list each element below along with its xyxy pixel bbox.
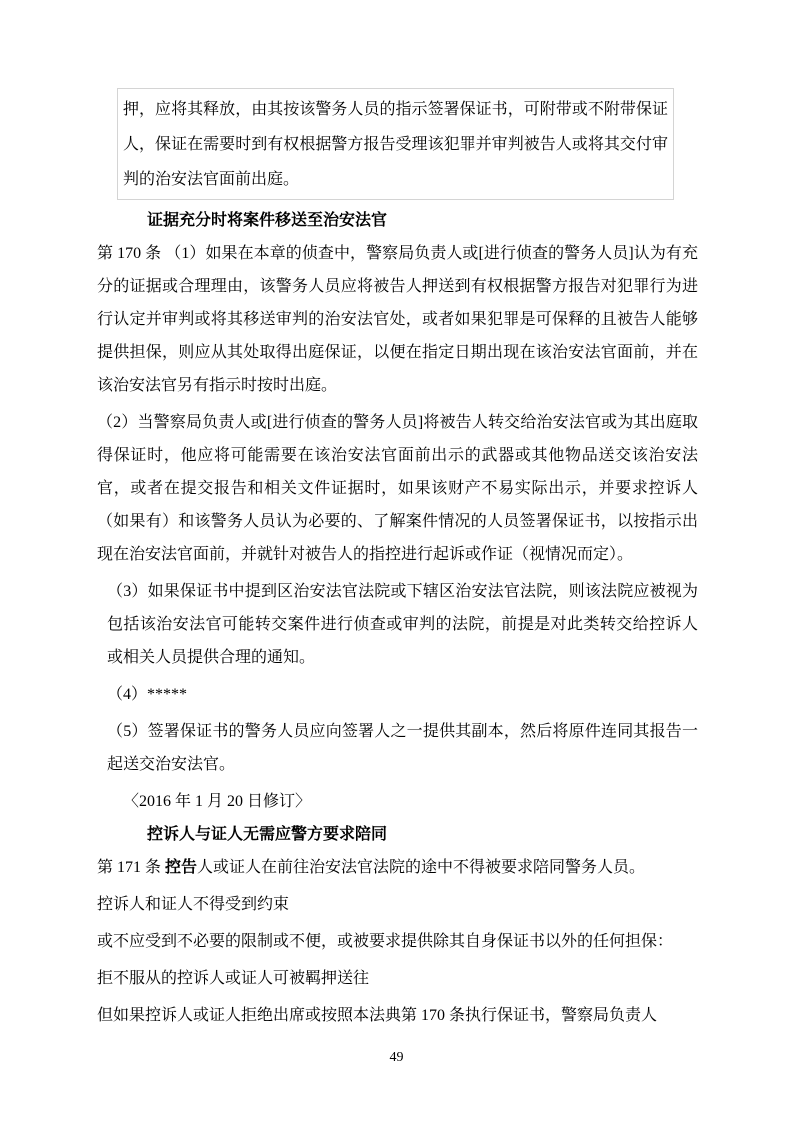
section-170-paragraph-4: （4）***** (107, 686, 188, 703)
article-171-line-rest: 人或证人在前往治安法官法院的途中不得被要求陪同警务人员。 (197, 859, 646, 876)
section-171-heading: 控诉人与证人无需应警方要求陪同 (147, 826, 388, 843)
section-171-line-1 (97, 851, 698, 884)
section-171-line-2: 控诉人和证人不得受到约束 (97, 896, 290, 913)
section-170-paragraph-3: （3）如果保证书中提到区治安法官法院或下辖区治安法官法院，则该法院应被视为包括该治安法官可能转交案件进行侦查或审判的法院，前提是对此类转交给控诉人或相关人员提供合理的通知。 (107, 583, 698, 666)
carryover-paragraph-textbox: 押，应将其释放，由其按该警务人员的指示签署保证书，可附带或不附带保证人，保证在需要时到有权根据警方报告受理该犯罪并审判被告人或将其交付审判的治安法官面前出庭。 (117, 88, 674, 200)
section-170-paragraph-1: 第 170 条 （1）如果在本章的侦查中，警察局负责人或[进行侦查的警务人员]认为有充分的证据或合理理由，该警务人员应将被告人押送到有权根据警方报告对犯罪行为进行认定并审判或将其移送审判的治安法官处，或者如果犯罪是可保释的且被告人能够提供担保，则应从其处取得出庭保证，以便在指定日期出现在该治安法官面前，并在该治安法官另有指示时按时出庭。 (97, 245, 698, 394)
page-content (97, 88, 698, 1036)
article-171-number: 第 171 条 (97, 859, 166, 876)
section-170-heading: 证据充分时将案件移送至治安法官 (147, 212, 388, 229)
section-171-line-5: 但如果控诉人或证人拒绝出席或按照本法典第 170 条执行保证书，警察局负责人 (97, 1007, 658, 1024)
article-171-bold-term: 控告 (165, 859, 198, 876)
revision-note: 〈2016 年 1 月 20 日修订〉 (123, 793, 312, 810)
section-170-paragraph-5: （5）签署保证书的警务人员应向签署人之一提供其副本，然后将原件连同其报告一起送交治安法官。 (107, 723, 698, 773)
section-170-paragraph-2: （2）当警察局负责人或[进行侦查的警务人员]将被告人转交给治安法官或为其出庭取得保证时，他应将可能需要在该治安法官面前出示的武器或其他物品送交该治安法官，或者在提交报告和相关文件证据时，如果该财产不易实际出示，并要求控诉人（如果有）和该警务人员认为必要的、了解案件情况的人员签署保证书，以按指示出现在治安法官面前，并就针对被告人的指控进行起诉或作证（视情况而定）。 (97, 414, 698, 563)
page-number: 49 (389, 1050, 404, 1065)
section-171-line-3: 或不应受到不必要的限制或不便，或被要求提供除其自身保证书以外的任何担保： (97, 933, 674, 950)
section-171-line-4: 拒不服从的控诉人或证人可被羁押送往 (97, 970, 370, 987)
